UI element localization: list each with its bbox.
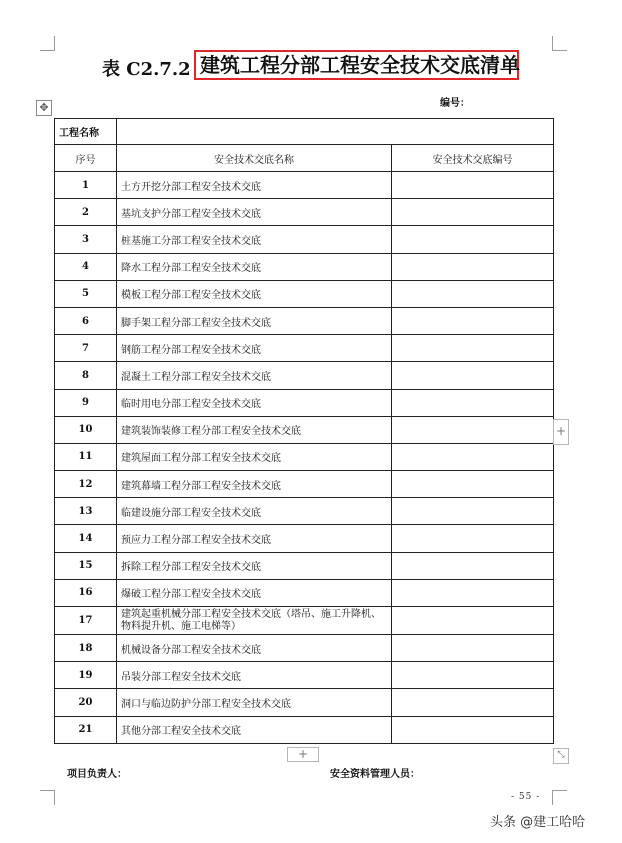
- row-number: 21: [55, 716, 117, 743]
- project-manager-label: 项目负责人：: [67, 769, 127, 780]
- project-name-label: 工程名称: [55, 119, 117, 145]
- row-disclosure-name: 临建设施分部工程安全技术交底: [117, 498, 392, 525]
- row-disclosure-code[interactable]: [392, 607, 554, 635]
- row-disclosure-name: 临时用电分部工程安全技术交底: [117, 389, 392, 416]
- row-disclosure-name: 降水工程分部工程安全技术交底: [117, 253, 392, 280]
- row-disclosure-code[interactable]: [392, 172, 554, 199]
- page-corner-bottom-right: [552, 790, 567, 805]
- row-disclosure-code[interactable]: [392, 471, 554, 498]
- row-number: 11: [55, 443, 117, 470]
- row-disclosure-name: 预应力工程分部工程安全技术交底: [117, 525, 392, 552]
- table-row: [55, 607, 554, 635]
- code-label: 编号：: [440, 98, 470, 109]
- table-row: [55, 689, 554, 716]
- project-name-value[interactable]: [117, 119, 554, 145]
- row-disclosure-name: 土方开挖分部工程安全技术交底: [117, 172, 392, 199]
- row-disclosure-name: 机械设备分部工程安全技术交底: [117, 635, 392, 662]
- row-number: 9: [55, 389, 117, 416]
- row-disclosure-code[interactable]: [392, 389, 554, 416]
- row-disclosure-code[interactable]: [392, 253, 554, 280]
- project-name-row: [55, 119, 554, 145]
- row-disclosure-name: 吊装分部工程安全技术交底: [117, 662, 392, 689]
- row-disclosure-code[interactable]: [392, 443, 554, 470]
- row-disclosure-code[interactable]: [392, 307, 554, 334]
- row-number: 10: [55, 416, 117, 443]
- table-row: [55, 443, 554, 470]
- row-disclosure-name: 模板工程分部工程安全技术交底: [117, 280, 392, 307]
- row-disclosure-name: 桩基施工分部工程安全技术交底: [117, 226, 392, 253]
- row-number: 13: [55, 498, 117, 525]
- row-disclosure-name: 拆除工程分部工程安全技术交底: [117, 552, 392, 579]
- table-row: [55, 635, 554, 662]
- table-row: [55, 172, 554, 199]
- row-number: 16: [55, 579, 117, 606]
- row-number: 8: [55, 362, 117, 389]
- row-disclosure-name: 混凝土工程分部工程安全技术交底: [117, 362, 392, 389]
- table-row: [55, 471, 554, 498]
- header-code: 安全技术交底编号: [392, 145, 554, 172]
- table-row: [55, 335, 554, 362]
- row-disclosure-code[interactable]: [392, 199, 554, 226]
- row-number: 4: [55, 253, 117, 280]
- row-disclosure-code[interactable]: [392, 226, 554, 253]
- table-row: [55, 662, 554, 689]
- row-disclosure-name: 洞口与临边防护分部工程安全技术交底: [117, 689, 392, 716]
- table-row: [55, 362, 554, 389]
- row-number: 18: [55, 635, 117, 662]
- row-number: 6: [55, 307, 117, 334]
- add-column-button[interactable]: +: [553, 419, 569, 445]
- table-row: [55, 280, 554, 307]
- row-disclosure-name: 爆破工程分部工程安全技术交底: [117, 579, 392, 606]
- row-disclosure-code[interactable]: [392, 716, 554, 743]
- row-number: 7: [55, 335, 117, 362]
- title-prefix: 表 C2.7.2: [102, 59, 191, 80]
- row-disclosure-code[interactable]: [392, 416, 554, 443]
- row-disclosure-name: 钢筋工程分部工程安全技术交底: [117, 335, 392, 362]
- row-number: 12: [55, 471, 117, 498]
- row-number: 20: [55, 689, 117, 716]
- row-number: 1: [55, 172, 117, 199]
- table-row: [55, 199, 554, 226]
- page-number: - 55 -: [511, 792, 541, 802]
- row-disclosure-name: 脚手架工程分部工程安全技术交底: [117, 307, 392, 334]
- row-disclosure-code[interactable]: [392, 579, 554, 606]
- row-disclosure-name: 其他分部工程安全技术交底: [117, 716, 392, 743]
- row-number: 2: [55, 199, 117, 226]
- document-title: [0, 50, 622, 84]
- row-disclosure-code[interactable]: [392, 362, 554, 389]
- row-number: 17: [55, 607, 117, 635]
- table-row: [55, 253, 554, 280]
- row-number: 19: [55, 662, 117, 689]
- row-disclosure-name: 建筑起重机械分部工程安全技术交底（塔吊、施工升降机、物料提升机、施工电梯等）: [117, 607, 392, 635]
- page-corner-top-right: [552, 36, 567, 51]
- row-number: 3: [55, 226, 117, 253]
- table-resize-handle-icon[interactable]: ⤡: [553, 748, 569, 764]
- table-header-row: [55, 145, 554, 172]
- table-row: [55, 226, 554, 253]
- page-corner-bottom-left: [40, 790, 55, 805]
- table-row: [55, 552, 554, 579]
- row-disclosure-name: 建筑屋面工程分部工程安全技术交底: [117, 443, 392, 470]
- row-number: 15: [55, 552, 117, 579]
- table-row: [55, 498, 554, 525]
- header-name: 安全技术交底名称: [117, 145, 392, 172]
- table-row: [55, 716, 554, 743]
- row-disclosure-code[interactable]: [392, 525, 554, 552]
- row-disclosure-code[interactable]: [392, 498, 554, 525]
- row-number: 14: [55, 525, 117, 552]
- table-row: [55, 579, 554, 606]
- watermark-text: 头条 @建工哈哈: [490, 815, 586, 830]
- safety-records-manager-label: 安全资料管理人员：: [330, 769, 420, 780]
- row-number: 5: [55, 280, 117, 307]
- row-disclosure-code[interactable]: [392, 689, 554, 716]
- add-row-button[interactable]: +: [287, 747, 319, 762]
- inventory-table: [54, 118, 554, 744]
- table-row: [55, 389, 554, 416]
- table-row: [55, 525, 554, 552]
- row-disclosure-code[interactable]: [392, 335, 554, 362]
- header-number: 序号: [55, 145, 117, 172]
- row-disclosure-code[interactable]: [392, 635, 554, 662]
- row-disclosure-name: 建筑装饰装修工程分部工程安全技术交底: [117, 416, 392, 443]
- row-disclosure-code[interactable]: [392, 662, 554, 689]
- title-main-highlighted[interactable]: 建筑工程分部工程安全技术交底清单: [194, 50, 519, 80]
- table-row: [55, 307, 554, 334]
- row-disclosure-code[interactable]: [392, 280, 554, 307]
- table-row: [55, 416, 554, 443]
- page-corner-top-left: [40, 36, 55, 51]
- row-disclosure-name: 建筑幕墙工程分部工程安全技术交底: [117, 471, 392, 498]
- row-disclosure-code[interactable]: [392, 552, 554, 579]
- table-move-handle-icon[interactable]: ✥: [36, 100, 52, 116]
- row-disclosure-name: 基坑支护分部工程安全技术交底: [117, 199, 392, 226]
